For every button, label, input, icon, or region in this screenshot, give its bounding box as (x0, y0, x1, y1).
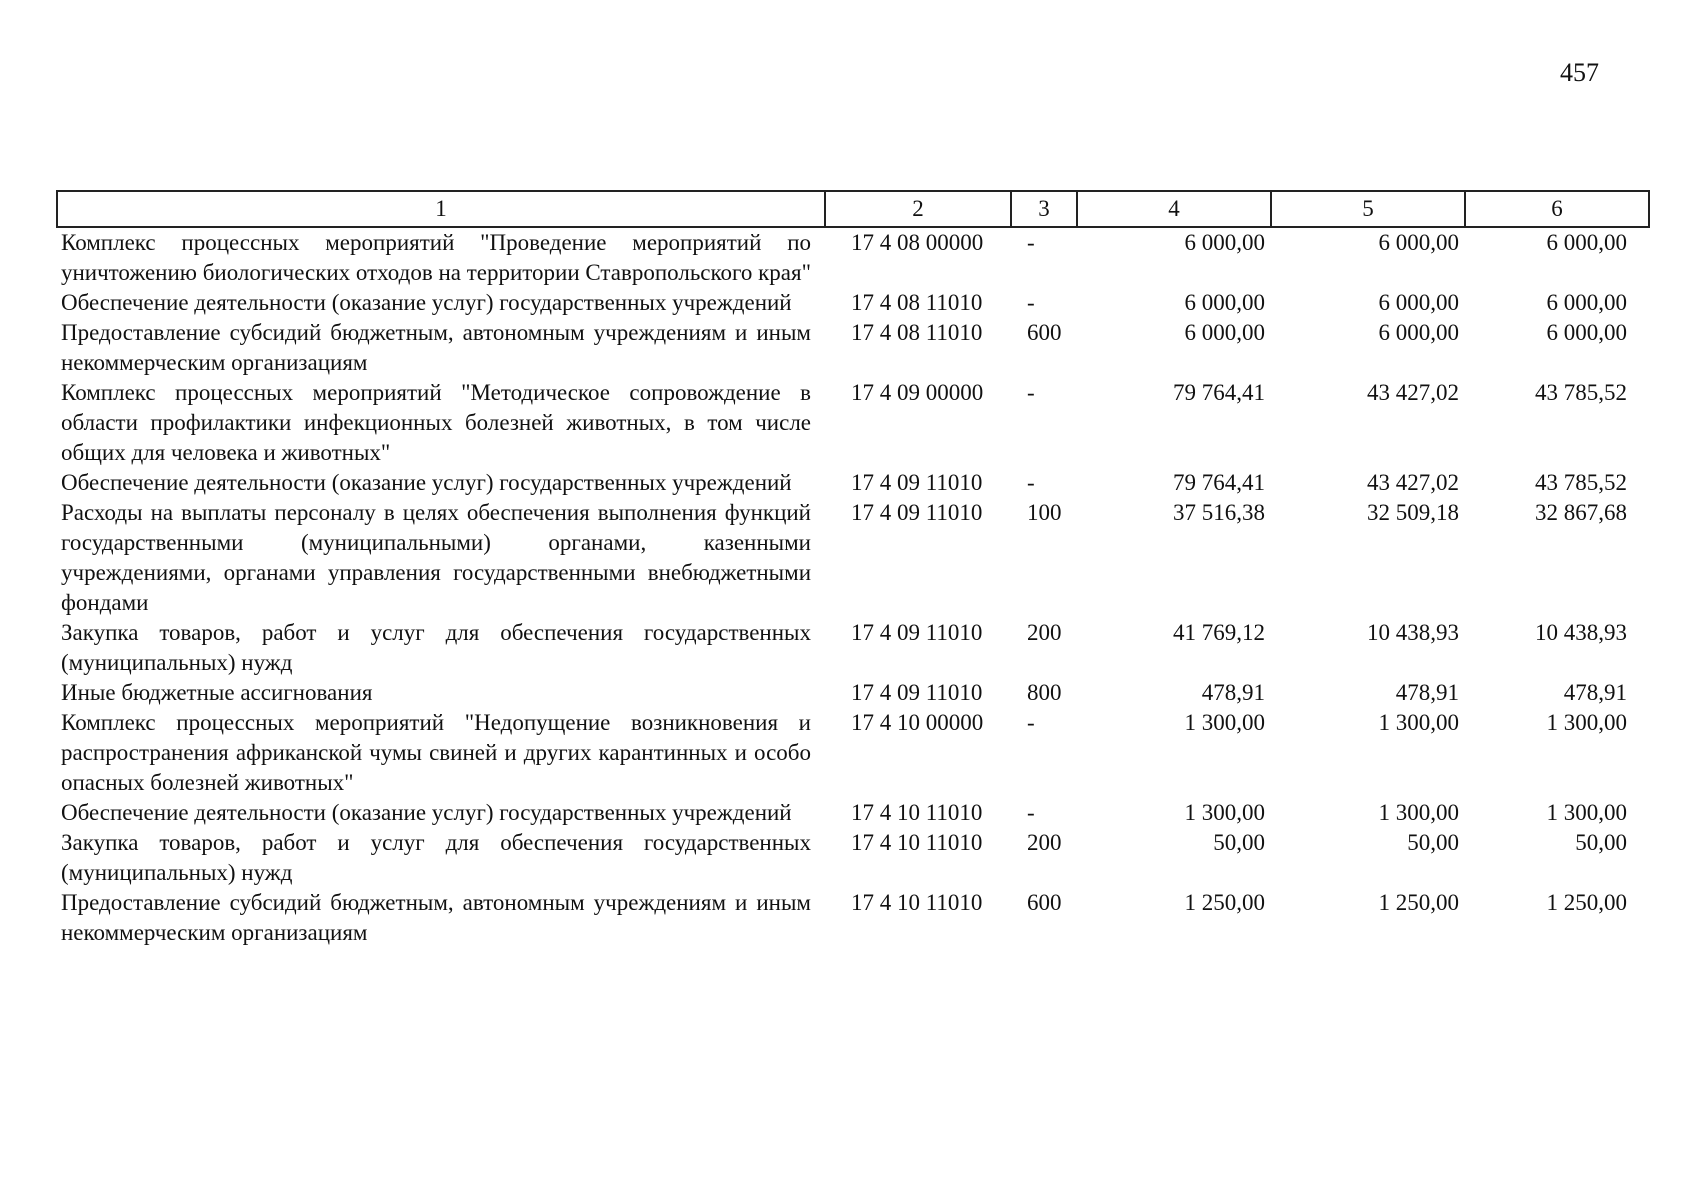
column-header-2: 2 (825, 191, 1011, 227)
row-value-4: 6 000,00 (1184, 290, 1265, 315)
table-row (57, 618, 1649, 678)
row-expense-type: 200 (1027, 620, 1062, 645)
row-value-6: 6 000,00 (1546, 290, 1627, 315)
row-value-6: 1 300,00 (1546, 800, 1627, 825)
row-expense-type: 800 (1027, 680, 1062, 705)
row-value-6: 43 785,52 (1535, 470, 1627, 495)
row-code: 17 4 09 11010 (851, 620, 983, 645)
header-row (57, 191, 1649, 227)
page-number: 457 (1560, 58, 1599, 87)
row-value-4: 1 300,00 (1184, 800, 1265, 825)
column-header-6: 6 (1465, 191, 1649, 227)
row-expense-type: - (1027, 230, 1035, 255)
row-value-5: 32 509,18 (1367, 500, 1459, 525)
row-value-5: 43 427,02 (1367, 470, 1459, 495)
row-value-5: 6 000,00 (1378, 230, 1459, 255)
row-value-4: 50,00 (1213, 830, 1265, 855)
row-value-6: 6 000,00 (1546, 320, 1627, 345)
row-expense-type: 200 (1027, 830, 1062, 855)
row-value-4: 478,91 (1201, 680, 1265, 705)
row-name: Комплекс процессных мероприятий "Недопущение возникновения и распространения африканской чумы свиней и других карантинных и особо опасных болезней животных" (61, 710, 811, 795)
row-name: Обеспечение деятельности (оказание услуг) государственных учреждений (61, 470, 792, 495)
row-expense-type: - (1027, 470, 1035, 495)
table-row (57, 498, 1649, 618)
row-code: 17 4 08 11010 (851, 290, 983, 315)
row-code: 17 4 10 11010 (851, 830, 983, 855)
row-expense-type: 600 (1027, 320, 1062, 345)
table-row (57, 888, 1649, 948)
table-row (57, 288, 1649, 318)
table-row (57, 227, 1649, 288)
table-row (57, 678, 1649, 708)
table-row (57, 318, 1649, 378)
row-value-5: 1 300,00 (1378, 710, 1459, 735)
row-value-5: 50,00 (1407, 830, 1459, 855)
row-code: 17 4 09 11010 (851, 680, 983, 705)
row-value-4: 41 769,12 (1173, 620, 1265, 645)
table-row (57, 708, 1649, 798)
row-value-6: 32 867,68 (1535, 500, 1627, 525)
row-expense-type: - (1027, 710, 1035, 735)
row-value-5: 1 250,00 (1378, 890, 1459, 915)
row-name: Иные бюджетные ассигнования (61, 680, 373, 705)
budget-table (56, 190, 1650, 948)
row-code: 17 4 09 11010 (851, 470, 983, 495)
row-code: 17 4 10 00000 (851, 710, 984, 735)
row-value-4: 6 000,00 (1184, 230, 1265, 255)
row-code: 17 4 08 11010 (851, 320, 983, 345)
row-expense-type: - (1027, 290, 1035, 315)
row-expense-type: 100 (1027, 500, 1062, 525)
row-code: 17 4 10 11010 (851, 890, 983, 915)
row-code: 17 4 10 11010 (851, 800, 983, 825)
row-name: Предоставление субсидий бюджетным, автономным учреждениям и иным некоммерческим организациям (61, 320, 811, 375)
row-value-4: 6 000,00 (1184, 320, 1265, 345)
row-value-6: 1 300,00 (1546, 710, 1627, 735)
row-value-6: 478,91 (1563, 680, 1627, 705)
row-code: 17 4 09 11010 (851, 500, 983, 525)
row-expense-type: - (1027, 800, 1035, 825)
row-value-6: 43 785,52 (1535, 380, 1627, 405)
row-value-5: 478,91 (1395, 680, 1459, 705)
row-code: 17 4 09 00000 (851, 380, 984, 405)
row-name: Обеспечение деятельности (оказание услуг) государственных учреждений (61, 800, 792, 825)
row-name: Закупка товаров, работ и услуг для обеспечения государственных (муниципальных) нужд (61, 620, 811, 675)
row-value-5: 43 427,02 (1367, 380, 1459, 405)
row-name: Обеспечение деятельности (оказание услуг) государственных учреждений (61, 290, 792, 315)
row-value-5: 6 000,00 (1378, 320, 1459, 345)
row-value-5: 10 438,93 (1367, 620, 1459, 645)
row-value-6: 50,00 (1575, 830, 1627, 855)
table-row (57, 798, 1649, 828)
table-row (57, 468, 1649, 498)
row-value-6: 10 438,93 (1535, 620, 1627, 645)
column-header-1: 1 (57, 191, 825, 227)
row-value-5: 6 000,00 (1378, 290, 1459, 315)
column-header-4: 4 (1077, 191, 1271, 227)
row-value-5: 1 300,00 (1378, 800, 1459, 825)
row-expense-type: - (1027, 380, 1035, 405)
row-value-4: 37 516,38 (1173, 500, 1265, 525)
table-row (57, 378, 1649, 468)
row-value-6: 1 250,00 (1546, 890, 1627, 915)
row-name: Комплекс процессных мероприятий "Методическое сопровождение в области профилактики инфекционных болезней животных, в том числе общих для человека и животных" (61, 380, 811, 465)
column-header-5: 5 (1271, 191, 1465, 227)
row-value-4: 79 764,41 (1173, 470, 1265, 495)
row-value-4: 1 300,00 (1184, 710, 1265, 735)
row-value-4: 1 250,00 (1184, 890, 1265, 915)
row-value-6: 6 000,00 (1546, 230, 1627, 255)
row-name: Расходы на выплаты персоналу в целях обеспечения выполнения функций государственными (муниципальными) органами, казенными учреждениями, органами управления государственными внебюджетными фондами (61, 500, 811, 615)
column-header-3: 3 (1011, 191, 1077, 227)
row-value-4: 79 764,41 (1173, 380, 1265, 405)
row-expense-type: 600 (1027, 890, 1062, 915)
row-name: Предоставление субсидий бюджетным, автономным учреждениям и иным некоммерческим организациям (61, 890, 811, 945)
row-name: Комплекс процессных мероприятий "Проведение мероприятий по уничтожению биологических отходов на территории Ставропольского края" (61, 230, 811, 285)
row-code: 17 4 08 00000 (851, 230, 984, 255)
table-row (57, 828, 1649, 888)
row-name: Закупка товаров, работ и услуг для обеспечения государственных (муниципальных) нужд (61, 830, 811, 885)
